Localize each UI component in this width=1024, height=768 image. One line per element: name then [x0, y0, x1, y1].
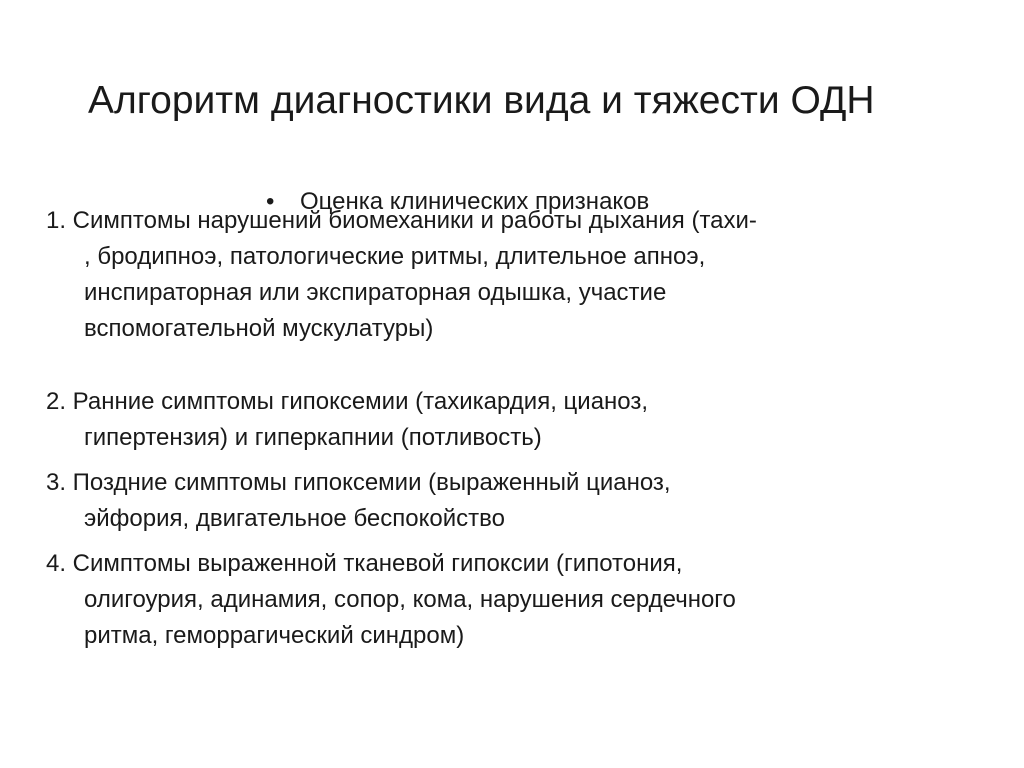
- bullet-text: Оценка клинических признаков: [300, 188, 650, 215]
- numbered-item-3: [46, 465, 996, 537]
- item-line: олигоурия, адинамия, сопор, кома, нарушения сердечного: [84, 586, 736, 613]
- item-line: гипертензия) и гиперкапнии (потливость): [84, 424, 542, 451]
- numbered-item-4: [46, 546, 996, 654]
- numbered-item-1: [46, 203, 996, 347]
- item-line: 2. Ранние симптомы гипоксемии (тахикардия, цианоз,: [46, 388, 649, 415]
- item-line: вспомогательной мускулатуры): [84, 315, 434, 342]
- numbered-item-2: [46, 384, 996, 456]
- item-line: инспираторная или экспираторная одышка, участие: [84, 279, 667, 306]
- bullet-marker: •: [266, 188, 275, 215]
- item-line: эйфория, двигательное беспокойство: [84, 505, 505, 532]
- item-line: 1. Симптомы нарушений биомеханики и работы дыхания (тахи-: [46, 207, 757, 234]
- item-line: 4. Симптомы выраженной тканевой гипоксии (гипотония,: [46, 550, 683, 577]
- item-line: 3. Поздние симптомы гипоксемии (выраженный цианоз,: [46, 469, 671, 496]
- item-line: ритма, геморрагический синдром): [84, 622, 465, 649]
- slide-title: Алгоритм диагностики вида и тяжести ОДН: [88, 79, 875, 122]
- item-line: , бродипноэ, патологические ритмы, длительное апноэ,: [84, 243, 706, 270]
